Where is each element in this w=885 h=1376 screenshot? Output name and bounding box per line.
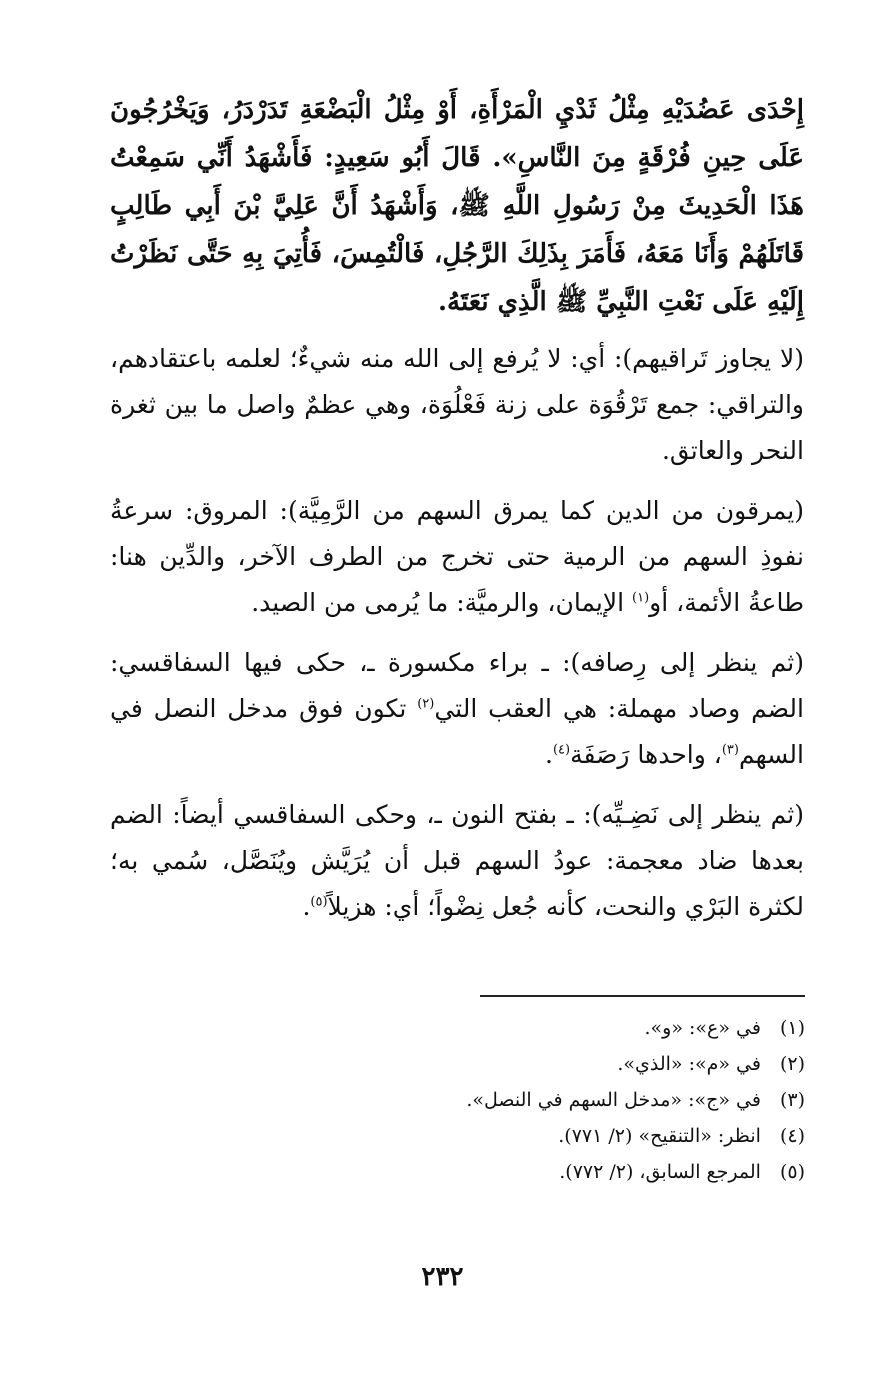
- footnote-text: المرجع السابق، (٢/ ٧٧٢).: [559, 1161, 761, 1183]
- main-text-body: [110, 86, 804, 944]
- commentary-paragraph-1: [110, 336, 804, 474]
- commentary-text: (يمرقون من الدين كما يمرق السهم من الرَّمِيَّة): المروق: سرعةُ نفوذِ السهم من الرمية حتى تخرج من الطرف الآخر، والدِّين هنا: طاعةُ الأئمة، أو: [110, 496, 804, 617]
- footnote-text: في «ع»: «و».: [644, 1017, 761, 1039]
- footnote-item: [205, 1046, 805, 1082]
- footnote-text: في «ج»: «مدخل السهم في النصل».: [466, 1089, 761, 1111]
- commentary-text: ، واحدها رَصَفَة: [570, 740, 722, 769]
- footnote-number: (٢): [779, 1053, 805, 1075]
- commentary-paragraph-4: [110, 792, 804, 930]
- footnote-number: (١): [779, 1017, 805, 1039]
- commentary-text: الإيمان، والرميَّة: ما يُرمى من الصيد.: [251, 588, 633, 617]
- footnote-text: في «م»: «الذي».: [617, 1053, 761, 1075]
- footnote-ref[interactable]: (٢): [417, 696, 435, 712]
- footnote-item: [205, 1082, 805, 1118]
- footnote-ref[interactable]: (٣): [721, 742, 739, 758]
- footnote-text: انظر: «التنقيح» (٢/ ٧٧١).: [558, 1125, 761, 1147]
- commentary-text: (ثم ينظر إلى نَضِـيِّه): ـ بفتح النون ـ، وحكى السفاقسي أيضاً: الضم بعدها ضاد معجمة: عودُ السهم قبل أن يُرَيَّش ويُنَصَّل، سُمي به؛ لكثرة البَرْي والنحت، كأنه جُعل نِضْواً؛ أي: هزيلاً: [110, 800, 804, 921]
- commentary-text: .: [302, 892, 311, 921]
- footnote-number: (٥): [779, 1161, 805, 1183]
- footnotes-section: [205, 1010, 805, 1190]
- footnote-item: [205, 1154, 805, 1190]
- commentary-paragraph-2: [110, 488, 804, 626]
- commentary-text: (ثم ينظر إلى رِصافه): ـ براء مكسورة ـ، حكى فيها السفاقسي: الضم وصاد مهملة: هي العقب التي: [110, 648, 804, 723]
- footnote-divider: [480, 995, 805, 997]
- page-number: ٢٣٢: [421, 1262, 464, 1292]
- commentary-text: (لا يجاوز تَراقيهم): أي: لا يُرفع إلى الله منه شيءٌ؛ لعلمه باعتقادهم، والتراقي: جمع تَرْقُوَة على زنة فَعْلُوَة، وهي عظمٌ واصل ما بين ثغرة النحر والعاتق.: [110, 344, 804, 465]
- hadith-paragraph: إِحْدَى عَضُدَيْهِ مِثْلُ ثَدْيِ الْمَرْأَةِ، أَوْ مِثْلُ الْبَضْعَةِ تَدَرْدَرُ، وَيَخْرُجُونَ عَلَى حِينِ فُرْقَةٍ مِنَ النَّاسِ». قَالَ أَبُو سَعِيدٍ: فَأَشْهَدُ أَنِّي سَمِعْتُ هَذَا الْحَدِيثَ مِنْ رَسُولِ اللَّهِ ﷺ، وَأَشْهَدُ أَنَّ عَلِيَّ بْنَ أَبِي طَالِبٍ قَاتَلَهُمْ وَأَنَا مَعَهُ، فَأَمَرَ بِذَلِكَ الرَّجُلِ، فَالْتُمِسَ، فَأُتِيَ بِهِ حَتَّى نَظَرْتُ إِلَيْهِ عَلَى نَعْتِ النَّبِيِّ ﷺ الَّذِي نَعَتَهُ.: [110, 95, 804, 317]
- footnote-number: (٣): [779, 1089, 805, 1111]
- footnote-ref[interactable]: (٤): [552, 742, 571, 758]
- footnote-ref[interactable]: (١): [632, 590, 650, 606]
- footnote-number: (٤): [779, 1125, 805, 1147]
- commentary-paragraph-3: [110, 640, 804, 778]
- commentary-text: تكون فوق مدخل النصل في السهم: [110, 694, 804, 769]
- footnote-item: [205, 1118, 805, 1154]
- footnote-item: [205, 1010, 805, 1046]
- commentary-text: .: [545, 740, 553, 769]
- footnote-ref[interactable]: (٥): [310, 894, 328, 910]
